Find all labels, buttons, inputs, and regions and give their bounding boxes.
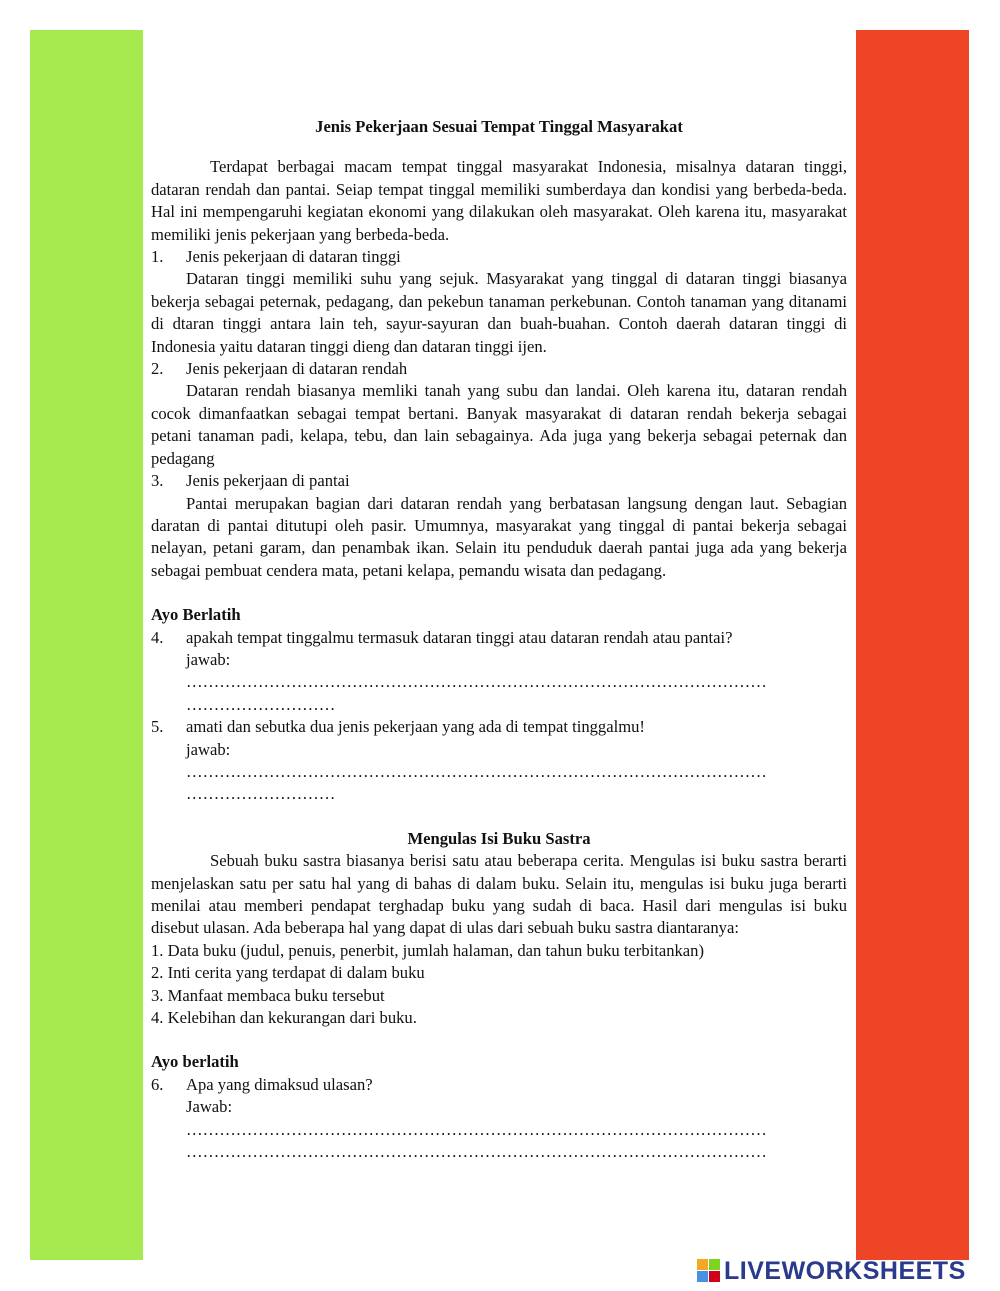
item-body: Pantai merupakan bagian dari dataran rendah yang berbatasan langsung dengan laut. Sebagian daratan di pantai ditutupi oleh pasir. Umumnya, masyarakat yang tinggal di pantai bekerja sebagai nelayan, petani garam, dan penambak ikan. Selain itu penduduk daerah pantai juga ada yang bekerja sebagai pembuat cendera mata, petani kelapa, pemandu wisata dan pedagang. xyxy=(151,493,847,580)
question-number: 5. xyxy=(151,717,164,737)
question-number: 4. xyxy=(151,627,164,647)
question-6 xyxy=(151,1074,847,1164)
answer-line[interactable]: …………………………………………………………………………………………… xyxy=(186,1142,767,1162)
item-number: 3. xyxy=(151,471,164,491)
list-item xyxy=(151,470,847,582)
section-intro-paragraph: Sebuah buku sastra biasanya berisi satu atau beberapa cerita. Mengulas isi buku sastra berarti menjelaskan satu per satu hal yang di bahas di dalam buku. Selain itu, mengulas isi buku juga berarti menilai atau memberi pendapat terghadap buku yang sudah di baca. Hasil dari mengulas isi buku disebut ulasan. Ada beberapa hal yang dapat di ulas dari sebuah buku sastra diantaranya: xyxy=(151,851,847,938)
answer-label: jawab: xyxy=(186,739,231,759)
item-heading: Jenis pekerjaan di pantai xyxy=(186,471,350,491)
answer-line[interactable]: …………………………………………………………………………………………… xyxy=(186,761,767,781)
answer-line[interactable]: ……………………… xyxy=(186,784,336,804)
left-decorative-bar xyxy=(30,30,143,1260)
practice-heading-1: Ayo Berlatih xyxy=(151,605,241,625)
question-text: apakah tempat tinggalmu termasuk dataran tinggi atau dataran rendah atau pantai? xyxy=(186,627,733,647)
answer-line[interactable]: ……………………… xyxy=(186,694,336,714)
practice-heading-2: Ayo berlatih xyxy=(151,1052,239,1072)
review-list-item: 3. Manfaat membaca buku tersebut xyxy=(151,985,385,1005)
question-text: Apa yang dimaksud ulasan? xyxy=(186,1074,373,1094)
item-number: 1. xyxy=(151,247,164,267)
question-5 xyxy=(151,716,847,806)
question-text: amati dan sebutka dua jenis pekerjaan yang ada di tempat tinggalmu! xyxy=(186,717,645,737)
answer-label: jawab: xyxy=(186,649,231,669)
review-list-item: 2. Inti cerita yang terdapat di dalam buku xyxy=(151,963,425,983)
page-title: Jenis Pekerjaan Sesuai Tempat Tinggal Masyarakat xyxy=(315,117,683,136)
liveworksheets-logo[interactable] xyxy=(697,1257,966,1285)
item-heading: Jenis pekerjaan di dataran tinggi xyxy=(186,247,401,267)
liveworksheets-logo-icon xyxy=(697,1259,721,1283)
item-number: 2. xyxy=(151,359,164,379)
logo-text: LIVEWORKSHEETS xyxy=(724,1256,966,1285)
item-heading: Jenis pekerjaan di dataran rendah xyxy=(186,359,408,379)
intro-paragraph: Terdapat berbagai macam tempat tinggal masyarakat Indonesia, misalnya dataran tinggi, dataran rendah dan pantai. Seiap tempat tinggal memiliki sumberdaya dan kondisi yang berbeda-beda. Hal ini mempengaruhi kegiatan ekonomi yang dilakukan oleh masyarakat. Oleh karena itu, masyarakat memiliki jenis pekerjaan yang berbeda-beda. xyxy=(151,157,847,244)
question-4 xyxy=(151,627,847,717)
answer-line[interactable]: …………………………………………………………………………………………… xyxy=(186,1119,767,1139)
review-list-item: 4. Kelebihan dan kekurangan dari buku. xyxy=(151,1008,417,1028)
list-item xyxy=(151,358,847,470)
answer-label: Jawab: xyxy=(186,1097,233,1117)
worksheet-content xyxy=(151,116,847,1163)
review-list-item: 1. Data buku (judul, penuis, penerbit, jumlah halaman, dan tahun buku terbitankan) xyxy=(151,940,704,960)
right-decorative-bar xyxy=(856,30,969,1260)
list-item xyxy=(151,246,847,358)
item-body: Dataran tinggi memiliki suhu yang sejuk. Masyarakat yang tinggal di dataran tinggi biasanya bekerja sebagai peternak, pedagang, dan pekebun tanaman perkebunan. Contoh tanaman yang ditanami di dtaran tinggi antara lain teh, sayur-sayuran dan buah-buahan. Contoh daerah dataran tinggi di Indonesia yaitu dataran tinggi dieng dan dataran tinggi ijen. xyxy=(151,269,847,356)
section-title: Mengulas Isi Buku Sastra xyxy=(407,828,591,848)
answer-line[interactable]: …………………………………………………………………………………………… xyxy=(186,672,767,692)
question-number: 6. xyxy=(151,1074,164,1094)
item-body: Dataran rendah biasanya memliki tanah yang subu dan landai. Oleh karena itu, dataran rendah cocok dimanfaatkan sebagai tempat bertani. Banyak masyarakat di dataran rendah bekerja sebagai petani tanaman padi, kelapa, tebu, dan lain sebagainya. Ada juga yang bekerja sebagai peternak dan pedagang xyxy=(151,381,847,468)
